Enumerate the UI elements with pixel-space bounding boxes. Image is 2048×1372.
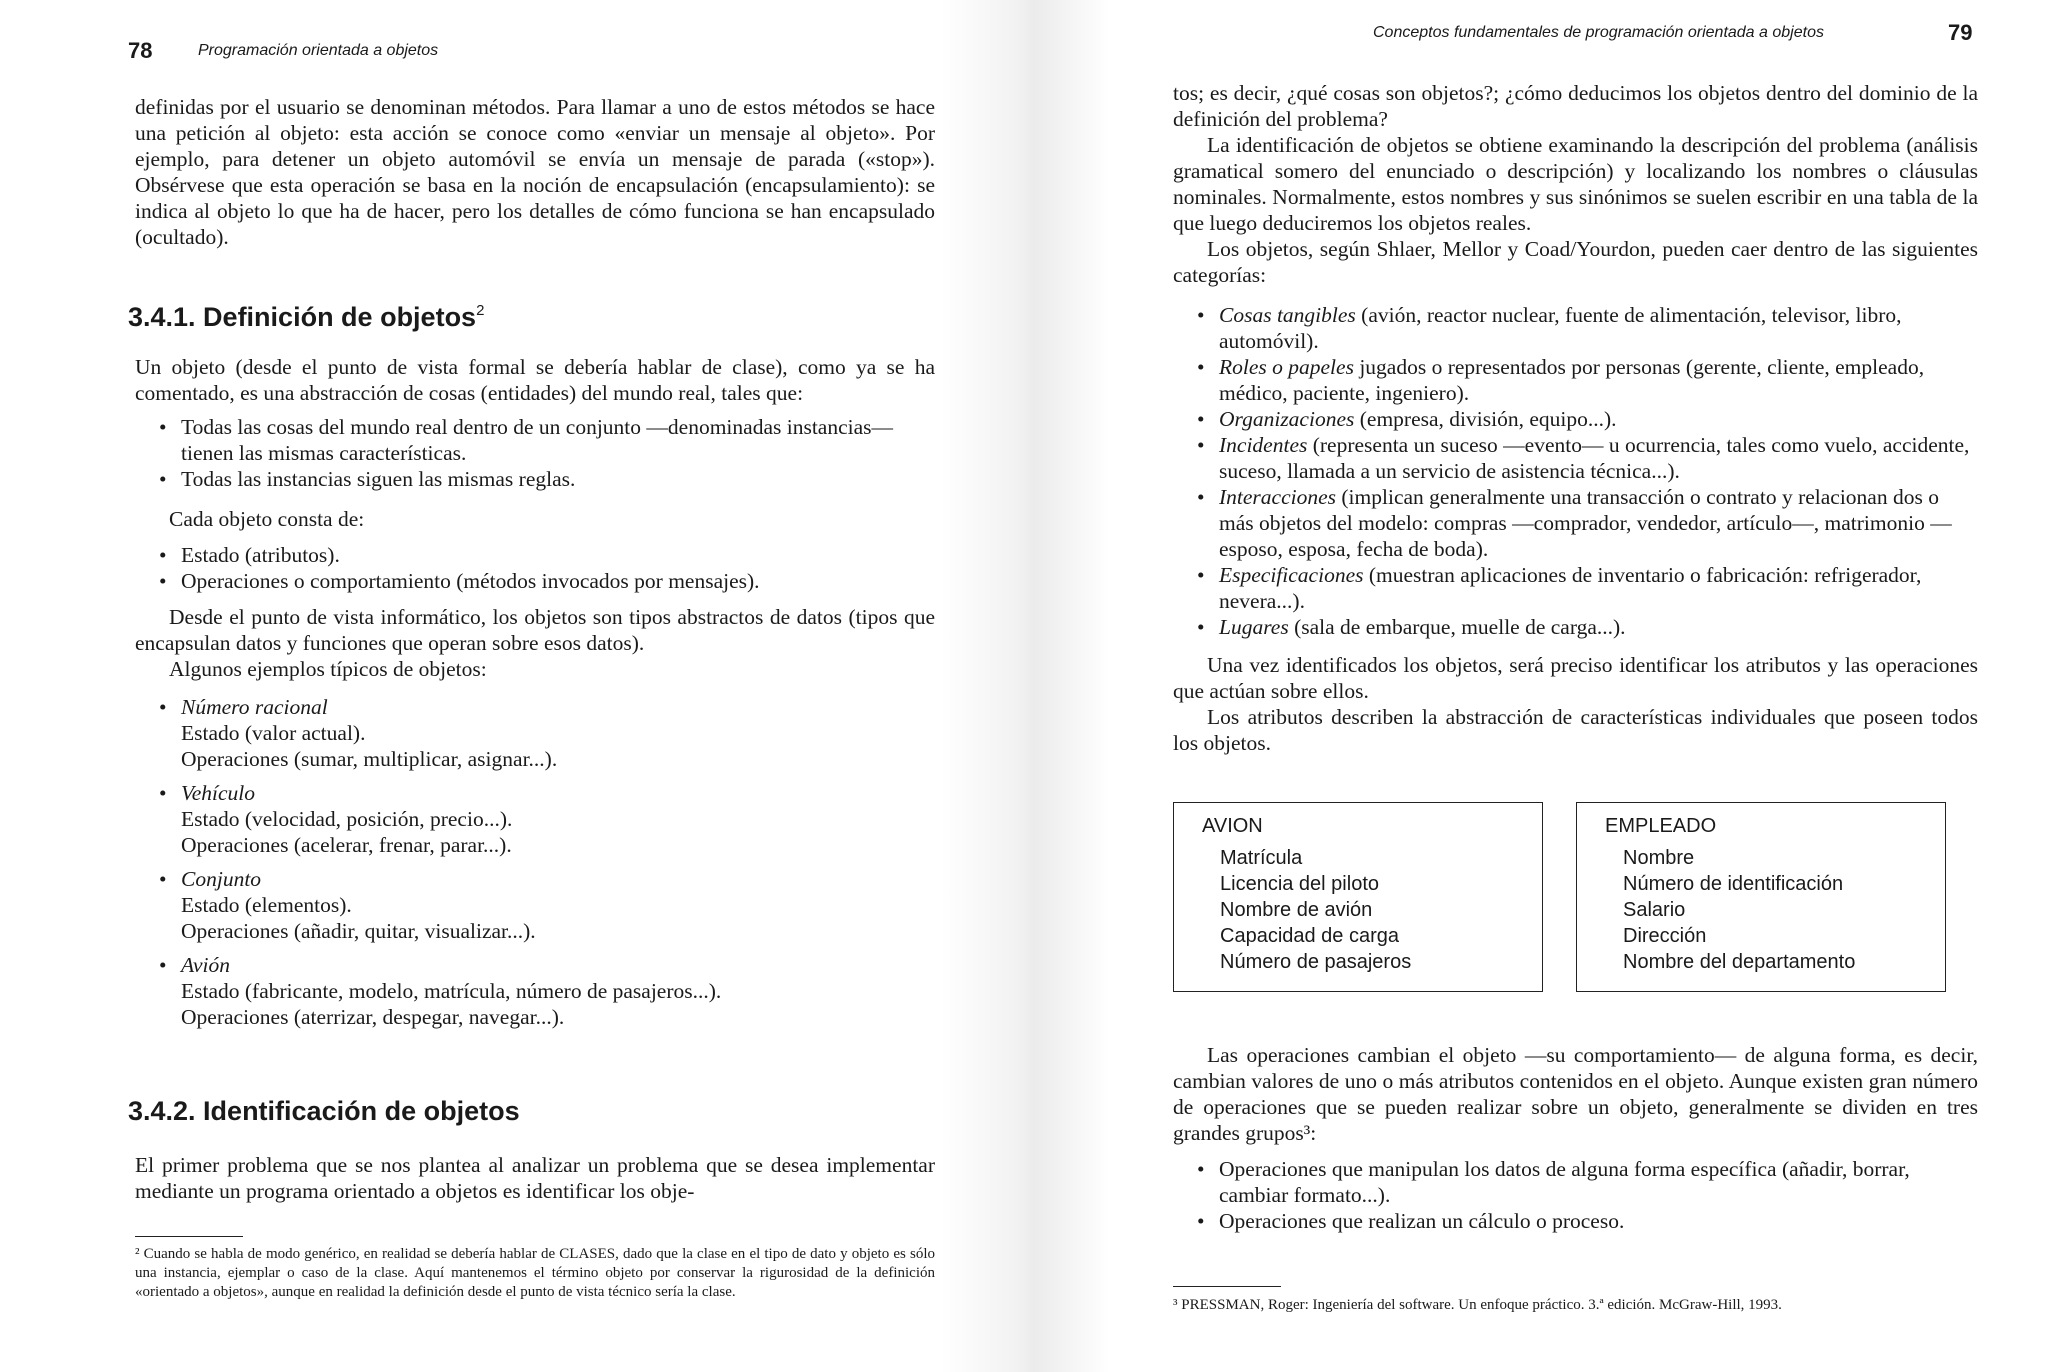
example-name: Vehículo xyxy=(181,781,256,805)
section-341-title: 3.4.1. Definición de objetos xyxy=(128,302,477,332)
category-text: (representa un suceso —evento— u ocurrencia, tales como vuelo, accidente, suceso, llamada a un servicio de asistencia técnica...). xyxy=(1219,433,1970,483)
example-estado: Estado (fabricante, modelo, matrícula, número de pasajeros...). xyxy=(181,979,722,1003)
tipos-paragraph: Desde el punto de vista informático, los objetos son tipos abstractos de datos (tipos que encapsulan datos y funciones que operan sobre esos datos). xyxy=(135,605,935,655)
attribute-item: Salario xyxy=(1623,899,1686,921)
category-text: (avión, reactor nuclear, fuente de alimentación, televisor, libro, automóvil). xyxy=(1219,303,1902,353)
operations-list xyxy=(1173,1156,1978,1234)
running-head-right: Conceptos fundamentales de programación orientada a objetos xyxy=(1373,24,1824,41)
page-number-right: 79 xyxy=(1948,20,1973,45)
caracteristicas-list xyxy=(135,414,935,492)
list-item xyxy=(1173,562,1978,614)
page-number-left: 78 xyxy=(128,38,153,63)
box-title: EMPLEADO xyxy=(1605,815,1717,837)
footnote-right: ³ PRESSMAN, Roger: Ingeniería del software. Un enfoque práctico. 3.ª edición. McGraw-Hill, 1993. xyxy=(1173,1297,1782,1313)
example-name: Avión xyxy=(181,953,230,977)
attribute-item: Capacidad de carga xyxy=(1220,925,1400,947)
list-item xyxy=(1173,354,1978,406)
category-text: (empresa, división, equipo...). xyxy=(1354,407,1617,431)
category-term: Roles o papeles xyxy=(1219,355,1354,379)
category-text: jugados o representados por personas (gerente, cliente, empleado, médico, paciente, ingeniero). xyxy=(1219,355,1925,405)
attribute-item: Nombre de avión xyxy=(1220,899,1373,921)
ejemplos-line: Algunos ejemplos típicos de objetos: xyxy=(169,657,487,681)
identificacion-detail-paragraph: La identificación de objetos se obtiene examinando la descripción del problema (análisis gramatical somero del enunciado o descripción) y localizando los nombres o cláusulas nominales. Normalmente, estos nombres y sus sinónimos se suelen escribir en una tabla de la que luego deduciremos los objetos reales. xyxy=(1173,133,1978,235)
list-item xyxy=(1173,432,1978,484)
example-estado: Estado (elementos). xyxy=(181,893,352,917)
categories-list xyxy=(1173,302,1978,640)
list-item: • Todas las cosas del mundo real dentro de un conjunto —denominadas instancias— tienen las mismas características. xyxy=(135,414,935,466)
attribute-item: Matrícula xyxy=(1220,847,1303,869)
examples-list xyxy=(135,694,935,1030)
footnote-rule-right xyxy=(1173,1286,1281,1287)
box-items xyxy=(1623,845,1945,975)
category-term: Especificaciones xyxy=(1219,563,1364,587)
example-operaciones: Operaciones (acelerar, frenar, parar...). xyxy=(181,833,512,857)
categorias-paragraph: Los objetos, según Shlaer, Mellor y Coad/Yourdon, pueden caer dentro de las siguientes categorías: xyxy=(1173,237,1978,287)
list-item xyxy=(135,694,935,772)
identificacion-paragraph: El primer problema que se nos plantea al analizar un problema que se desea implementar mediante un programa orientado a objetos es identificar los obje- xyxy=(135,1153,935,1203)
list-item xyxy=(135,780,935,858)
empleado-attributes-box xyxy=(1576,802,1946,992)
section-341-body xyxy=(135,354,935,1038)
attribute-item: Número de pasajeros xyxy=(1220,951,1412,973)
consta-list xyxy=(135,542,935,594)
attribute-item: Nombre del departamento xyxy=(1623,951,1856,973)
section-heading-342: 3.4.2. Identificación de objetos xyxy=(128,1096,520,1126)
operaciones-body xyxy=(1173,1042,1978,1242)
example-operaciones: Operaciones (añadir, quitar, visualizar...). xyxy=(181,919,536,943)
cont-paragraph: tos; es decir, ¿qué cosas son objetos?; ¿cómo deducimos los objetos dentro del dominio de la definición del problema? xyxy=(1173,81,1978,131)
atributos-paragraph-2: Los atributos describen la abstracción de características individuales que poseen todos los objetos. xyxy=(1173,705,1978,755)
box-items xyxy=(1220,845,1542,975)
category-text: (muestran aplicaciones de inventario o fabricación: refrigerador, nevera...). xyxy=(1219,563,1922,613)
atributos-paragraph-1: Una vez identificados los objetos, será preciso identificar los atributos y las operaciones que actúan sobre ellos. xyxy=(1173,653,1978,703)
definicion-paragraph: Un objeto (desde el punto de vista formal se debería hablar de clase), como ya se ha comentado, es una abstracción de cosas (entidades) del mundo real, tales que: xyxy=(135,355,935,405)
example-estado: Estado (velocidad, posición, precio...). xyxy=(181,807,513,831)
list-item xyxy=(1173,484,1978,562)
footnote-ref-2: 2 xyxy=(476,302,485,319)
list-item xyxy=(1173,302,1978,354)
example-operaciones: Operaciones (aterrizar, despegar, navegar...). xyxy=(181,1005,565,1029)
example-name: Conjunto xyxy=(181,867,262,891)
box-title: AVION xyxy=(1202,815,1263,837)
right-page xyxy=(1048,0,2048,1372)
list-item: • Operaciones que manipulan los datos de alguna forma específica (añadir, borrar, cambiar formato...). xyxy=(1173,1156,1978,1208)
consta-line: Cada objeto consta de: xyxy=(169,507,365,531)
list-item: • Operaciones o comportamiento (métodos invocados por mensajes). xyxy=(135,568,935,594)
category-term: Interacciones xyxy=(1219,485,1337,509)
footnote-left: ² Cuando se habla de modo genérico, en realidad se debería hablar de CLASES, dado que la clase en el tipo de dato y objeto es sólo una instancia, ejemplar o caso de la clase. Aquí mantenemos el término objeto por conservar la rigurosidad de la definición «orientado a objetos», aunque en realidad la definición desde el punto de vista técnico sería la clase. xyxy=(135,1246,935,1300)
intro-text: definidas por el usuario se denominan métodos. Para llamar a uno de estos métodos se hace una petición al objeto: esta acción se conoce como «enviar un mensaje al objeto». Por ejemplo, para detener un objeto automóvil se envía un mensaje de parada («stop»). Obsérvese que esta operación se basa en la noción de encapsulación (encapsulamiento): se indica al objeto lo que ha de hacer, pero los detalles de cómo funciona se han encapsulado (ocultado). xyxy=(135,95,935,249)
avion-attributes-box xyxy=(1173,802,1543,992)
category-term: Lugares xyxy=(1219,615,1289,639)
footnote-rule-left xyxy=(135,1236,243,1237)
list-item: • Operaciones que realizan un cálculo o proceso. xyxy=(1173,1208,1978,1234)
category-text: (implican generalmente una transacción o contrato y relacionan dos o más objetos del modelo: compras —comprador, vendedor, artículo—, matrimonio —esposo, esposa, fecha de boda). xyxy=(1219,485,1952,561)
example-estado: Estado (valor actual). xyxy=(181,721,366,745)
attribute-item: Nombre xyxy=(1623,847,1695,869)
section-heading-341 xyxy=(128,302,484,333)
list-item xyxy=(1173,406,1978,432)
attribute-item: Número de identificación xyxy=(1623,873,1844,895)
category-term: Incidentes xyxy=(1219,433,1308,457)
category-text: (sala de embarque, muelle de carga...). xyxy=(1288,615,1626,639)
attribute-item: Licencia del piloto xyxy=(1220,873,1379,895)
category-term: Organizaciones xyxy=(1219,407,1355,431)
list-item: • Estado (atributos). xyxy=(135,542,935,568)
section-342-body xyxy=(135,1152,935,1204)
example-operaciones: Operaciones (sumar, multiplicar, asignar...). xyxy=(181,747,558,771)
example-name: Número racional xyxy=(181,695,328,719)
list-item xyxy=(135,866,935,944)
attribute-item: Dirección xyxy=(1623,925,1707,947)
list-item: • Todas las instancias siguen las mismas reglas. xyxy=(135,466,935,492)
left-page xyxy=(0,0,1000,1372)
list-item xyxy=(1173,614,1978,640)
operaciones-paragraph: Las operaciones cambian el objeto —su comportamiento— de alguna forma, es decir, cambian valores de uno o más atributos contenidos en el objeto. Aunque existen gran número de operaciones que se pueden realizar sobre un objeto, generalmente se dividen en tres grandes grupos³: xyxy=(1173,1043,1978,1145)
intro-paragraph xyxy=(135,94,935,250)
category-term: Cosas tangibles xyxy=(1219,303,1356,327)
list-item xyxy=(135,952,935,1030)
running-head-left: Programación orientada a objetos xyxy=(198,42,439,59)
right-intro-body xyxy=(1173,80,1978,756)
